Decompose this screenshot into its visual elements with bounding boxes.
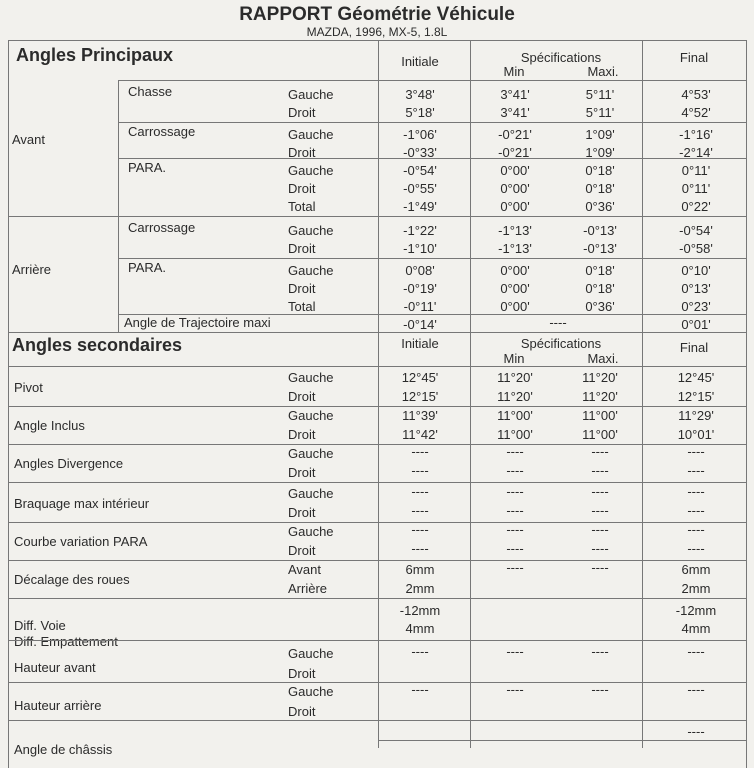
row-divider [8,482,746,483]
dash: ---- [591,541,609,556]
spec-max-value: 0°18' [585,181,615,196]
row-divider [8,522,746,523]
spec-max-value: 11°20' [582,389,618,404]
side-label: Droit [288,181,316,196]
spec-min-value: 11°00' [497,408,533,423]
side-label: Droit [288,704,316,719]
dash: ---- [506,644,524,659]
dash: ---- [411,682,429,697]
col-maxi-header-2: Maxi. [587,351,619,366]
spec-min-value: -0°21' [498,145,532,160]
dash: ---- [506,463,524,478]
side-label: Droit [288,281,316,296]
initial-value: -0°14' [403,317,437,332]
spec-max-value: 5°11' [585,105,615,120]
side-label: Gauche [288,127,334,142]
label-inclus: Angle Inclus [14,418,85,433]
dash: ---- [687,724,705,739]
dash: ---- [506,541,524,556]
dash: ---- [591,463,609,478]
spec-min-value: 3°41' [500,105,530,120]
col-final-header: Final [679,50,709,65]
spec-dash: ---- [506,560,524,575]
label-braquage: Braquage max intérieur [14,496,150,511]
initial-value: 12°45' [401,370,439,385]
side-label: Gauche [288,646,334,661]
col-spec-header: Spécifications [520,50,602,65]
vehicle-info: MAZDA, 1996, MX-5, 1.8L [306,25,448,39]
dash: ---- [687,522,705,537]
dash: ---- [506,484,524,499]
initial-value: -1°06' [403,127,437,142]
dash: ---- [411,463,429,478]
row-divider [8,682,746,683]
spec-min-value: 11°20' [497,370,533,385]
report-title: RAPPORT Géométrie Véhicule [239,4,515,25]
label-chassis: Angle de châssis [14,742,113,757]
final-value: -12mm [675,603,717,618]
col-final-header-2: Final [679,340,709,355]
spec-min-value: 0°00' [500,299,530,314]
final-value: 12°45' [677,370,715,385]
row-divider [8,720,746,721]
column-divider [378,332,379,748]
spec-max-value: 1°09' [585,145,615,160]
side-label: Gauche [288,408,334,423]
alignment-table [0,40,754,768]
row-divider [8,444,746,445]
final-value: 0°22' [681,199,711,214]
spec-min-value: 0°00' [500,281,530,296]
row-divider [118,258,746,259]
initial-value: 0°08' [405,263,435,278]
row-divider [8,640,746,641]
spec-max-value: 0°18' [585,263,615,278]
label-trajectoire: Angle de Trajectoire maxi [124,315,271,330]
col-maxi-header: Maxi. [587,64,619,79]
row-divider [118,158,746,159]
initial-value: 4mm [405,621,435,636]
initial-value: -0°33' [403,145,437,160]
label-courbe: Courbe variation PARA [14,534,148,549]
initial-value: -12mm [399,603,441,618]
side-label: Gauche [288,263,334,278]
initial-value: 12°15' [401,389,439,404]
side-label: Gauche [288,524,334,539]
initial-value: 2mm [405,581,435,596]
section-divider [8,332,746,333]
section-title-secondaires: Angles secondaires [12,335,183,355]
section-title-principaux: Angles Principaux [16,45,174,65]
side-label: Droit [288,543,316,558]
column-divider [470,40,471,332]
label-carrossage-avant: Carrossage [128,124,196,139]
dash: ---- [687,682,705,697]
final-value: 12°15' [677,389,715,404]
spec-max-value: 5°11' [585,87,615,102]
spec-min-value: 0°00' [500,263,530,278]
label-chasse: Chasse [128,84,173,99]
final-value: 4°52' [681,105,711,120]
column-divider [642,40,643,332]
dash: ---- [591,444,609,459]
final-value: 10°01' [677,427,715,442]
spec-max-value: -0°13' [583,241,617,256]
final-value: -0°58' [679,241,713,256]
col-min-header-2: Min [503,351,525,366]
side-label: Gauche [288,223,334,238]
dash: ---- [411,484,429,499]
col-initiale-header: Initiale [401,54,439,69]
column-divider [642,332,643,748]
side-label: Droit [288,465,316,480]
spec-min-value: -0°21' [498,127,532,142]
spec-min-value: 0°00' [500,181,530,196]
dash: ---- [687,444,705,459]
label-carrossage-arriere: Carrossage [128,220,196,235]
dash: ---- [411,522,429,537]
final-value: -2°14' [679,145,713,160]
side-label: Droit [288,145,316,160]
label-para-arriere: PARA. [128,260,167,275]
final-value: 2mm [681,581,711,596]
row-divider [118,122,746,123]
final-value: 6mm [681,562,711,577]
spec-min-value: 0°00' [500,163,530,178]
row-divider [378,740,746,741]
side-label: Gauche [288,87,334,102]
label-diff-empattement: Diff. Empattement [14,634,118,649]
final-value: 0°11' [681,163,711,178]
initial-value: 5°18' [405,105,435,120]
dash: ---- [591,644,609,659]
dash: ---- [411,644,429,659]
spec-max-value: 11°00' [582,408,618,423]
initial-value: 6mm [405,562,435,577]
side-label: Droit [288,505,316,520]
side-label: Gauche [288,486,334,501]
header-divider [8,366,746,367]
header-divider [118,80,746,81]
side-label: Droit [288,105,316,120]
final-value: 4mm [681,621,711,636]
dash: ---- [411,444,429,459]
final-value: 0°23' [681,299,711,314]
spec-max-value: 11°00' [582,427,618,442]
spec-min-value: 3°41' [500,87,530,102]
label-hauteur_arriere: Hauteur arrière [14,698,102,713]
dash: ---- [591,503,609,518]
dash: ---- [506,522,524,537]
side-label: Droit [288,427,316,442]
dash: ---- [687,541,705,556]
side-label: Droit [288,389,316,404]
spec-max-value: 1°09' [585,127,615,142]
label-pivot: Pivot [14,380,43,395]
initial-value: -1°22' [403,223,437,238]
initial-value: -0°19' [403,281,437,296]
initial-value: -1°10' [403,241,437,256]
final-value: 0°11' [681,181,711,196]
initial-value: -0°54' [403,163,437,178]
initial-value: -0°55' [403,181,437,196]
label-hauteur_avant: Hauteur avant [14,660,96,675]
spec-max-value: -0°13' [583,223,617,238]
table-border-left [8,40,9,768]
col-min-header: Min [503,64,525,79]
side-label: Gauche [288,163,334,178]
initial-value: 11°42' [402,427,438,442]
final-value: -1°16' [679,127,713,142]
spec-max-value: 11°20' [582,370,618,385]
side-label: Total [288,299,316,314]
row-divider [118,314,746,315]
label-para-avant: PARA. [128,160,167,175]
dash: ---- [506,682,524,697]
side-label: Total [288,199,316,214]
side-label: Droit [288,241,316,256]
final-value: -0°54' [679,223,713,238]
row-divider [8,560,746,561]
report-header [0,0,754,39]
side-label: Droit [288,666,316,681]
spec-min-value: 0°00' [500,199,530,214]
spec-max-value: 0°18' [585,163,615,178]
side-label: Gauche [288,446,334,461]
col-initiale-header-2: Initiale [401,336,439,351]
row-divider [8,598,746,599]
column-divider [470,332,471,748]
dash: ---- [591,522,609,537]
side-label: Gauche [288,370,334,385]
spec-max-value: 0°36' [585,299,615,314]
table-border-right [746,40,747,768]
label-divergence: Angles Divergence [14,456,124,471]
final-value: 0°01' [681,317,711,332]
group-arriere: Arrière [12,262,52,277]
initial-value: -1°49' [403,199,437,214]
dash: ---- [687,503,705,518]
final-value: 0°10' [681,263,711,278]
column-divider [378,40,379,332]
table-border-top [8,40,746,41]
dash: ---- [687,644,705,659]
col-spec-header-2: Spécifications [520,336,602,351]
spec-min-value: -1°13' [498,241,532,256]
spec-dash: ---- [549,315,567,330]
dash: ---- [687,463,705,478]
row-divider [8,406,746,407]
dash: ---- [411,503,429,518]
final-value: 4°53' [681,87,711,102]
dash: ---- [591,682,609,697]
spec-min-value: 11°00' [497,427,533,442]
spec-min-value: 11°20' [497,389,533,404]
initial-value: -0°11' [403,299,437,314]
final-value: 11°29' [678,408,714,423]
group-avant: Avant [12,132,46,147]
label-decalage: Décalage des roues [14,572,130,587]
spec-min-value: -1°13' [498,223,532,238]
initial-value: 11°39' [402,408,438,423]
spec-max-value: 0°36' [585,199,615,214]
dash: ---- [687,484,705,499]
label-column-divider [118,80,119,332]
side-label: Avant [288,562,322,577]
dash: ---- [591,484,609,499]
dash: ---- [506,444,524,459]
spec-dash: ---- [591,560,609,575]
dash: ---- [411,541,429,556]
side-label: Arrière [288,581,328,596]
label-diff-voie: Diff. Voie [14,618,66,633]
side-label: Gauche [288,684,334,699]
spec-max-value: 0°18' [585,281,615,296]
final-value: 0°13' [681,281,711,296]
dash: ---- [506,503,524,518]
initial-value: 3°48' [405,87,435,102]
